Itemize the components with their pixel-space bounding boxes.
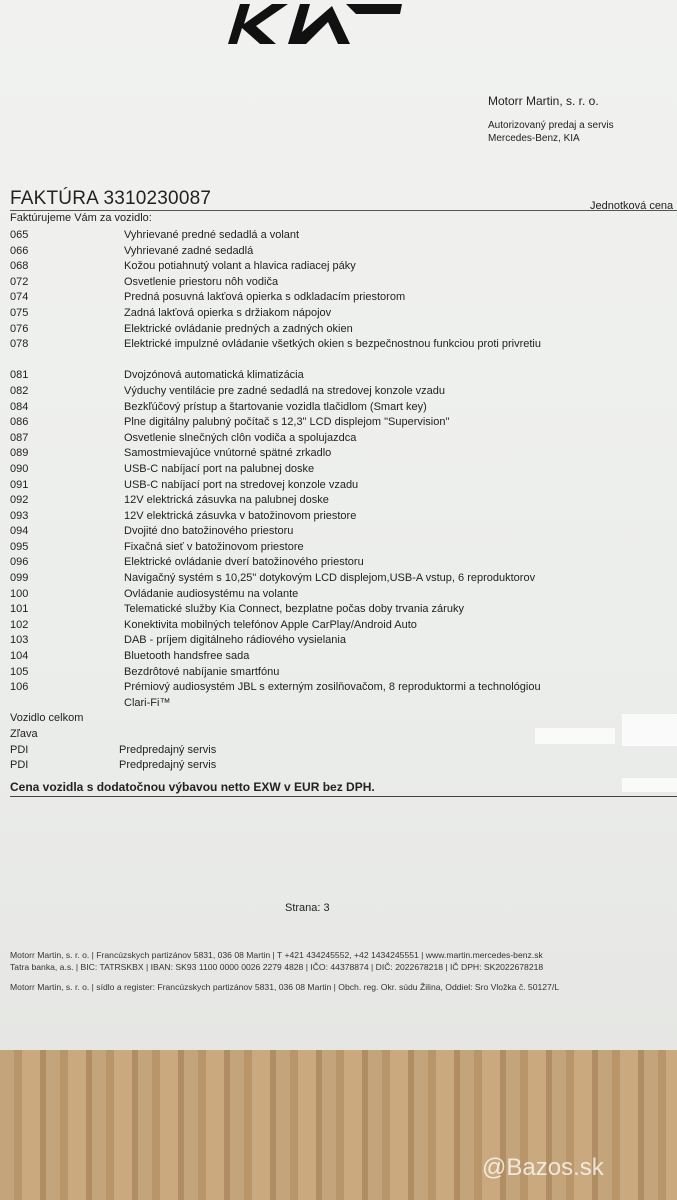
item-description: Predpredajný servis <box>119 759 217 772</box>
company-name: Motorr Martin, s. r. o. <box>488 94 599 108</box>
item-description: Kožou potiahnutý volant a hlavica radiacej páky <box>124 260 356 273</box>
item-code: 103 <box>10 634 29 647</box>
tagline-line: Mercedes-Benz, KIA <box>488 133 580 144</box>
item-code: 095 <box>10 540 29 553</box>
item-description: Predpredajný servis <box>119 743 217 756</box>
table-row <box>0 540 677 556</box>
item-code: 072 <box>10 275 29 288</box>
footer-line: Motorr Martin, s. r. o. | sídlo a register: Francúzskych partizánov 5831, 036 08 Martin | Obch. reg. Okr. súdu Žilina, Oddiel: Sro Vložka č. 50127/L <box>10 982 559 992</box>
item-code: 094 <box>10 525 29 538</box>
item-description: Dvojzónová automatická klimatizácia <box>124 369 304 382</box>
table-row <box>0 493 677 509</box>
table-row <box>0 244 677 260</box>
item-description: Navigačný systém s 10,25" dotykovým LCD displejom,USB-A vstup, 6 reproduktorov <box>124 572 536 585</box>
divider <box>10 796 677 797</box>
table-row <box>0 322 677 338</box>
item-code: Zľava <box>10 728 38 740</box>
table-row <box>0 446 677 462</box>
item-description: Bezdrôtové nabíjanie smartfónu <box>124 665 280 678</box>
item-code: 078 <box>10 338 29 351</box>
item-description: Zadná lakťová opierka s držiakom nápojov <box>124 306 332 319</box>
item-description: 12V elektrická zásuvka v batožinovom priestore <box>124 509 357 522</box>
item-code: 084 <box>10 400 29 413</box>
item-code: 076 <box>10 322 29 335</box>
item-description: USB-C nabíjací port na stredovej konzole vzadu <box>124 478 359 491</box>
table-row <box>0 649 677 665</box>
table-row <box>0 306 677 322</box>
table-row <box>0 680 677 711</box>
item-code: 066 <box>10 244 29 257</box>
item-code: 102 <box>10 618 29 631</box>
table-row <box>0 337 677 368</box>
invoice-title: FAKTÚRA 3310230087 <box>10 188 212 209</box>
item-description: Ovládanie audiosystému na volante <box>124 587 299 600</box>
redacted-value <box>622 778 677 792</box>
footer-line: Motorr Martin, s. r. o. | Francúzskych partizánov 5831, 036 08 Martin | T +421 434245552, +42 1434245551 | www.martin.mercedes-benz.sk <box>10 950 543 960</box>
company-tagline <box>488 119 614 145</box>
item-code: 081 <box>10 369 29 382</box>
table-row <box>0 400 677 416</box>
item-code: 091 <box>10 478 29 491</box>
item-code: 086 <box>10 416 29 429</box>
item-description: Konektivita mobilných telefónov Apple CarPlay/Android Auto <box>124 618 417 631</box>
item-description: Výduchy ventilácie pre zadné sedadlá na stredovej konzole vzadu <box>124 384 446 397</box>
item-description: Samostmievajúce vnútorné spätné zrkadlo <box>124 447 332 460</box>
item-description: Telematické služby Kia Connect, bezplatne počas doby trvania záruky <box>124 603 464 616</box>
item-code: 090 <box>10 462 29 475</box>
unit-price-header: Jednotková cena <box>590 200 674 212</box>
item-description: Osvetlenie slnečných clôn vodiča a spolujazdca <box>124 431 357 444</box>
item-description: Plne digitálny palubný počítač s 12,3" LCD displejom "Supervision" <box>124 416 450 429</box>
table-row <box>0 462 677 478</box>
divider <box>10 210 677 211</box>
item-code: 096 <box>10 556 29 569</box>
item-description: Bluetooth handsfree sada <box>124 650 250 663</box>
item-code: 065 <box>10 229 29 241</box>
item-code: 087 <box>10 431 29 444</box>
table-row <box>0 275 677 291</box>
table-row <box>0 384 677 400</box>
item-code: 075 <box>10 306 29 319</box>
item-description: Elektrické ovládanie dverí batožinového priestoru <box>124 556 364 569</box>
item-description: Elektrické ovládanie predných a zadných okien <box>124 322 353 335</box>
redacted-value <box>535 728 615 744</box>
table-row <box>0 711 677 727</box>
item-description: Predná posuvná lakťová opierka s odkladacím priestorom <box>124 291 406 304</box>
item-description: Osvetlenie priestoru nôh vodiča <box>124 275 279 288</box>
equipment-list <box>0 228 677 774</box>
invoice-intro: Faktúrujeme Vám za vozidlo: <box>10 212 152 224</box>
table-row <box>0 228 677 244</box>
table-row <box>0 290 677 306</box>
table-row <box>0 478 677 494</box>
item-code: 093 <box>10 509 29 522</box>
watermark: @Bazos.sk <box>482 1154 604 1181</box>
item-code: 105 <box>10 665 29 678</box>
footer-line: Tatra banka, a.s. | BIC: TATRSKBX | IBAN: SK93 1100 0000 0026 2279 4828 | IČO: 44378874 | DIČ: 2022678218 | IČ DPH: SK2022678218 <box>10 962 544 972</box>
table-row <box>0 555 677 571</box>
table-row <box>0 633 677 649</box>
table-row <box>0 665 677 681</box>
item-code: PDI <box>10 759 29 772</box>
tagline-line: Autorizovaný predaj a servis <box>488 120 614 131</box>
page-number: Strana: 3 <box>285 902 330 914</box>
item-description: Prémiový audiosystém JBL s externým zosilňovačom, 8 reproduktormi a technológiou Clari-Fi™ <box>124 681 541 709</box>
item-code: 082 <box>10 384 29 397</box>
kia-logo <box>226 2 404 46</box>
item-description: Fixačná sieť v batožinovom priestore <box>124 540 304 553</box>
item-description: DAB - príjem digitálneho rádiového vysielania <box>124 634 346 647</box>
table-row <box>0 758 677 774</box>
table-row <box>0 509 677 525</box>
item-code: 074 <box>10 291 29 304</box>
item-code: 104 <box>10 650 29 663</box>
table-row <box>0 431 677 447</box>
item-description: Bezkľúčový prístup a štartovanie vozidla tlačidlom (Smart key) <box>124 400 427 413</box>
table-row <box>0 415 677 431</box>
table-row <box>0 618 677 634</box>
table-row <box>0 524 677 540</box>
item-description: USB-C nabíjací port na palubnej doske <box>124 462 315 475</box>
table-row <box>0 587 677 603</box>
item-description: Elektrické impulzné ovládanie všetkých okien s bezpečnostnou funkciou proti privretiu <box>124 338 541 351</box>
table-row <box>0 571 677 587</box>
item-description: Vyhrievané zadné sedadlá <box>124 244 254 257</box>
table-row <box>0 259 677 275</box>
item-code: 100 <box>10 587 29 600</box>
item-code: 092 <box>10 494 29 507</box>
item-code: 068 <box>10 260 29 273</box>
item-code: 089 <box>10 447 29 460</box>
item-code: 106 <box>10 681 29 694</box>
item-description: Dvojité dno batožinového priestoru <box>124 525 294 538</box>
redacted-value <box>622 714 677 746</box>
item-code: 101 <box>10 603 29 616</box>
item-code: PDI <box>10 743 29 756</box>
item-code: 099 <box>10 572 29 585</box>
table-row <box>0 743 677 759</box>
table-row <box>0 368 677 384</box>
total-label: Cena vozidla s dodatočnou výbavou netto EXW v EUR bez DPH. <box>10 780 375 794</box>
table-row <box>0 602 677 618</box>
item-description: Vyhrievané predné sedadlá a volant <box>124 229 300 241</box>
item-description: 12V elektrická zásuvka na palubnej doske <box>124 494 329 507</box>
item-code: Vozidlo celkom <box>10 712 84 725</box>
